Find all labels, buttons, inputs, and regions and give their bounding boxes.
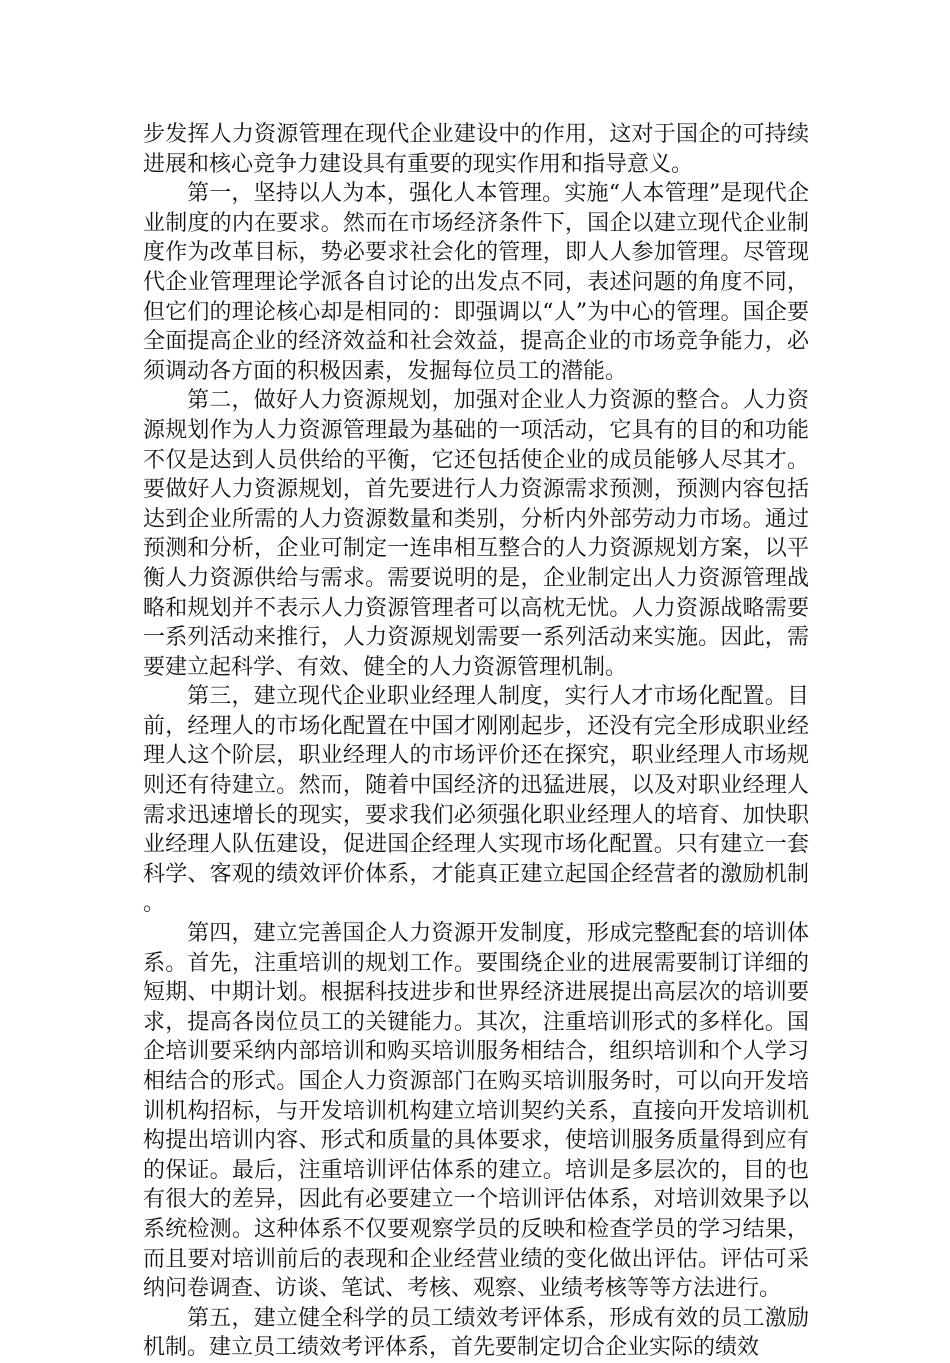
- paragraph-point-one: 第一，坚持以人为本，强化人本管理。实施“人本管理”是现代企业制度的内在要求。然而在市场经济条件下，国企以建立现代企业制度作为改革目标，势必要求社会化的管理，即人人参加管理。尽管现代企业管理理论学派各自讨论的出发点不同，表述问题的角度不同，但它们的理论核心却是相同的：即强调以“人”为中心的管理。国企要全面提高企业的经济效益和社会效益，提高企业的市场竞争能力，必须调动各方面的积极因素，发掘每位员工的潜能。: [143, 181, 809, 384]
- paragraph-point-three: 第三，建立现代企业职业经理人制度，实行人才市场化配置。目前，经理人的市场化配置在中国才刚刚起步，还没有完全形成职业经理人这个阶层，职业经理人的市场评价还在探究，职业经理人市场规则还有待建立。然而，随着中国经济的迅猛进展，以及对职业经理人需求迅速增长的现实，要求我们必须强化职业经理人的培育、加快职业经理人队伍建设，促进国企经理人实现市场化配置。只有建立一套科学、客观的绩效评价体系，才能真正建立起国企经营者的激励机制。: [143, 684, 809, 917]
- body-text: [143, 120, 809, 1363]
- paragraph-continuation: 步发挥人力资源管理在现代企业建设中的作用，这对于国企的可持续进展和核心竞争力建设具有重要的现实作用和指导意义。: [143, 122, 809, 177]
- paragraph-point-five: 第五，建立健全科学的员工绩效考评体系，形成有效的员工激励机制。建立员工绩效考评体系，首先要制定切合企业实际的绩效: [143, 1305, 809, 1361]
- paragraph-point-four: 第四，建立完善国企人力资源开发制度，形成完整配套的培训体系。首先，注重培训的规划工作。要围绕企业的进展需要制订详细的短期、中期计划。根据科技进步和世界经济进展提出高层次的培训要求，提高各岗位员工的关键能力。其次，注重培训形式的多样化。国企培训要采纳内部培训和购买培训服务相结合，组织培训和个人学习相结合的形式。国企人力资源部门在购买培训服务时，可以向开发培训机构招标，与开发培训机构建立培训契约关系，直接向开发培训机构提出培训内容、形式和质量的具体要求，使培训服务质量得到应有的保证。最后，注重培训评估体系的建立。培训是多层次的，目的也有很大的差异，因此有必要建立一个培训评估体系，对培训效果予以系统检测。这种体系不仅要观察学员的反映和检查学员的学习结果，而且要对培训前后的表现和企业经营业绩的变化做出评估。评估可采纳问卷调查、访谈、笔试、考核、观察、业绩考核等等方法进行。: [143, 921, 809, 1302]
- paragraph-point-two: 第二，做好人力资源规划，加强对企业人力资源的整合。人力资源规划作为人力资源管理最为基础的一项活动，它具有的目的和功能不仅是达到人员供给的平衡，它还包括使企业的成员能够人尽其才。要做好人力资源规划，首先要进行人力资源需求预测，预测内容包括达到企业所需的人力资源数量和类别，分析内外部劳动力市场。通过预测和分析，企业可制定一连串相互整合的人力资源规划方案，以平衡人力资源供给与需求。需要说明的是，企业制定出人力资源管理战略和规划并不表示人力资源管理者可以高枕无忧。人力资源战略需要一系列活动来推行，人力资源规划需要一系列活动来实施。因此，需要建立起科学、有效、健全的人力资源管理机制。: [143, 388, 809, 680]
